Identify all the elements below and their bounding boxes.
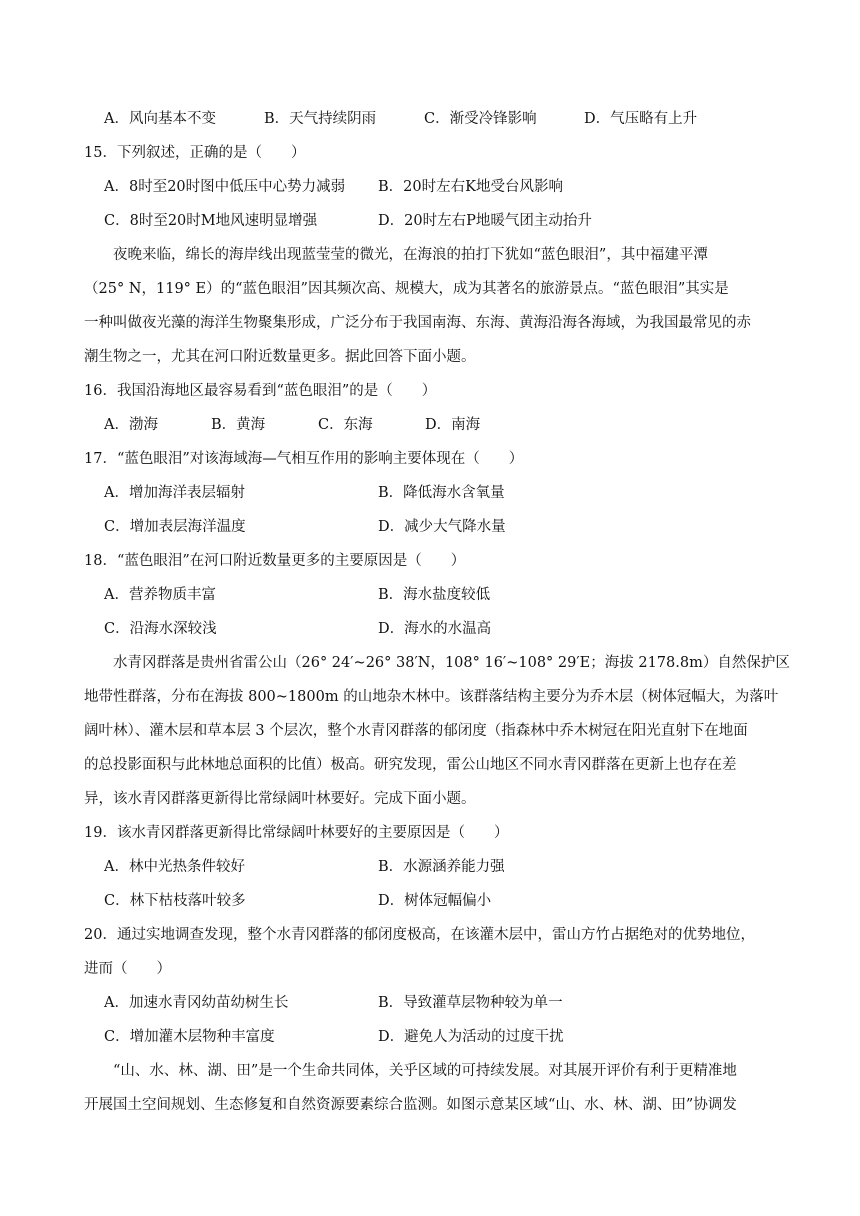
q19-option-d: D．树体冠幅偏小 (378, 893, 492, 909)
q18-option-c: C．沿海水深较浅 (104, 621, 217, 637)
q15-option-a: A．8时至20时图中低压中心势力减弱 (104, 179, 346, 195)
passage2-line: 水青冈群落是贵州省雷公山（26° 24′~26° 38′N，108° 16′~108° 29′E；海拔 2178.8m）自然保护区 (113, 655, 790, 671)
passage2-line: 异，该水青冈群落更新得比常绿阔叶林要好。完成下面小题。 (84, 791, 476, 807)
q17-option-b: B．降低海水含氧量 (378, 485, 505, 501)
q17-stem: 17．“蓝色眼泪”对该海域海—气相互作用的影响主要体现在（ ） (84, 451, 524, 467)
q14-option-a: A．风向基本不变 (104, 111, 216, 127)
q15-option-d: D．20时左右P地暖气团主动抬升 (378, 213, 592, 229)
q18-option-b: B．海水盐度较低 (378, 587, 491, 603)
q15-option-b: B．20时左右K地受台风影响 (378, 179, 563, 195)
q18-stem: 18．“蓝色眼泪”在河口附近数量更多的主要原因是（ ） (84, 553, 466, 569)
q18-option-d: D．海水的水温高 (378, 621, 492, 637)
passage1-line: （25° N，119° E）的“蓝色眼泪”因其频次高、规模大，成为其著名的旅游景点。“蓝色眼泪”其实是 (84, 281, 729, 297)
q20-option-a: A．加速水青冈幼苗幼树生长 (104, 995, 289, 1011)
passage1-line: 潮生物之一，尤其在河口附近数量更多。据此回答下面小题。 (84, 349, 476, 365)
q16-option-c: C．东海 (318, 417, 373, 433)
q19-option-b: B．水源涵养能力强 (378, 859, 505, 875)
passage2-line: 地带性群落，分布在海拔 800~1800m 的山地杂木林中。该群落结构主要分为乔木层（树体冠幅大，为落叶 (84, 689, 779, 705)
q17-option-a: A．增加海洋表层辐射 (104, 485, 245, 501)
q16-option-b: B．黄海 (211, 417, 266, 433)
q19-option-c: C．林下枯枝落叶较多 (104, 893, 246, 909)
q16-stem: 16．我国沿海地区最容易看到“蓝色眼泪”的是（ ） (84, 383, 437, 399)
passage1-line: 夜晚来临，绵长的海岸线出现蓝莹莹的微光，在海浪的拍打下犹如“蓝色眼泪”，其中福建平潭 (113, 247, 708, 263)
q20-option-d: D．避免人为活动的过度干扰 (378, 1029, 564, 1045)
q16-option-a: A．渤海 (104, 417, 158, 433)
passage3-line: “山、水、林、湖、田”是一个生命共同体，关乎区域的可持续发展。对其展开评价有利于更精准地 (113, 1063, 737, 1079)
q20-stem-continuation: 进而（ ） (84, 961, 171, 977)
passage1-line: 一种叫做夜光藻的海洋生物聚集形成，广泛分布于我国南海、东海、黄海沿海各海域，为我国最常见的赤 (84, 315, 751, 331)
q20-stem: 20．通过实地调查发现，整个水青冈群落的郁闭度极高，在该灌木层中，雷山方竹占据绝对的优势地位， (84, 927, 755, 943)
q14-option-b: B．天气持续阴雨 (264, 111, 377, 127)
passage2-line: 阔叶林）、灌木层和草本层 3 个层次，整个水青冈群落的郁闭度（指森林中乔木树冠在阳光直射下在地面 (84, 723, 748, 739)
q15-option-c: C．8时至20时M地风速明显增强 (104, 213, 318, 229)
q19-stem: 19．该水青冈群落更新得比常绿阔叶林要好的主要原因是（ ） (84, 825, 509, 841)
q20-option-c: C．增加灌木层物种丰富度 (104, 1029, 275, 1045)
q20-option-b: B．导致灌草层物种较为单一 (378, 995, 563, 1011)
q15-stem: 15．下列叙述，正确的是（ ） (84, 145, 306, 161)
q14-option-d: D．气压略有上升 (584, 111, 698, 127)
q17-option-c: C．增加表层海洋温度 (104, 519, 246, 535)
passage3-line: 开展国土空间规划、生态修复和自然资源要素综合监测。如图示意某区域“山、水、林、湖、田”协调发 (84, 1097, 737, 1113)
passage2-line: 的总投影面积与此林地总面积的比值）极高。研究发现，雷公山地区不同水青冈群落在更新上也存在差 (84, 757, 737, 773)
q14-option-c: C．渐受冷锋影响 (424, 111, 537, 127)
q18-option-a: A．营养物质丰富 (104, 587, 216, 603)
q16-option-d: D．南海 (425, 417, 481, 433)
q19-option-a: A．林中光热条件较好 (104, 859, 245, 875)
q17-option-d: D．减少大气降水量 (378, 519, 506, 535)
